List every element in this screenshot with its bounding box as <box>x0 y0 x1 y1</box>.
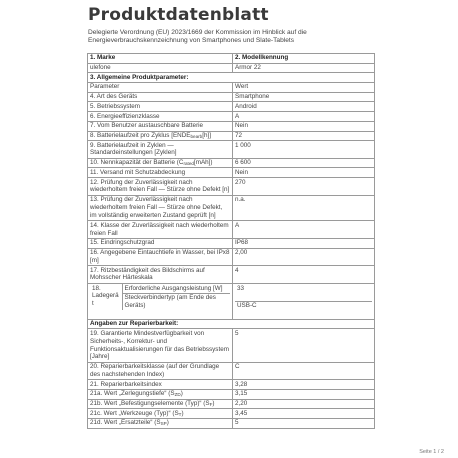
column-header-value: Wert <box>233 83 375 93</box>
table-row <box>88 131 375 141</box>
row-label: 9. Batterielaufzeit in Zyklen — Standardeinstellungen [Zyklen] <box>88 141 233 159</box>
table-row <box>88 419 375 429</box>
brand-value: ulefone <box>88 63 233 73</box>
row-value: 5 <box>233 329 375 362</box>
model-label: 2. Modellkennung <box>233 54 375 64</box>
row-label: 19. Garantierte Mindestverfügbarkeit von Sicherheits-, Korrektur- und Funktionsaktualisierungen für das Betriebssystem [Jahre] <box>88 329 233 362</box>
row-value: C <box>233 362 375 380</box>
row-value: 270 <box>233 178 375 196</box>
section-row <box>88 319 375 329</box>
charger-connector-label: Steckverbindertyp (am Ende des Geräts) <box>122 293 230 310</box>
row-label: 21a. Wert „Zerlegungstiefe“ $(S_{ZD})$ <box>88 390 233 400</box>
table-row <box>88 63 375 73</box>
table-row <box>88 141 375 159</box>
row-label: 21. Reparierbarkeitsindex <box>88 380 233 390</box>
row-label: 6. Energieeffizienzklasse <box>88 112 233 122</box>
row-label: 7. Vom Benutzer austauschbare Batterie <box>88 121 233 131</box>
table-row <box>88 102 375 112</box>
charger-values-cell <box>233 283 375 319</box>
table-row <box>88 248 375 266</box>
table-row <box>88 112 375 122</box>
table-row <box>88 121 375 131</box>
row-value: 2,20 <box>233 399 375 409</box>
row-value: 6 600 <box>233 158 375 168</box>
section-heading: 3. Allgemeine Produktparameter: <box>88 73 375 83</box>
column-header-parameter: Parameter <box>88 83 233 93</box>
charger-values <box>235 284 372 318</box>
row-value: 1 000 <box>233 141 375 159</box>
intro-text: Delegierte Verordnung (EU) 2023/1669 der Kommission im Hinblick auf die Energieverbrauchskennzeichnung von Smartphones und Slate-Tablets <box>88 29 307 45</box>
table-row <box>88 380 375 390</box>
row-value: 5 <box>233 419 375 429</box>
row-value: 3,45 <box>233 409 375 419</box>
product-data-table <box>87 53 375 429</box>
row-value: A <box>233 221 375 239</box>
table-row <box>88 221 375 239</box>
row-label: 11. Versand mit Schutzabdeckung <box>88 168 233 178</box>
row-value: A <box>233 112 375 122</box>
row-label: 12. Prüfung der Zuverlässigkeit nach wiederholtem freien Fall — Stürze ohne Defekt [n] <box>88 178 233 196</box>
table-row <box>88 390 375 400</box>
row-label: 8. Batterielaufzeit pro Zyklus $[ENDE_{bearb}[h]]$ <box>88 131 233 141</box>
row-label: 15. Eindringschutzgrad <box>88 238 233 248</box>
table-row <box>88 158 375 168</box>
table-row <box>88 54 375 64</box>
charger-connector-value: USB-C <box>235 301 372 318</box>
row-value: Smartphone <box>233 92 375 102</box>
brand-label: 1. Marke <box>88 54 233 64</box>
page-number: Seite 1 / 2 <box>419 449 444 455</box>
table-row <box>88 168 375 178</box>
row-value: Nein <box>233 121 375 131</box>
row-label: 16. Angegebene Eintauchtiefe in Wasser, bei IPx8 [m] <box>88 248 233 266</box>
section-row <box>88 73 375 83</box>
row-label: 20. Reparierbarkeitsklasse (auf der Grundlage des nachstehenden Index) <box>88 362 233 380</box>
row-value: Android <box>233 102 375 112</box>
row-label: 21d. Wert „Ersatzteile“ $(S_{SP})$ <box>88 419 233 429</box>
table-row <box>88 178 375 196</box>
table-row <box>88 266 375 284</box>
row-value: Nein <box>233 168 375 178</box>
table-row <box>88 195 375 221</box>
row-label: 10. Nennkapazität der Batterie $(C_{rated}[mAh])$ <box>88 158 233 168</box>
charger-power-label: Erforderliche Ausgangsleistung [W] <box>124 284 223 292</box>
row-label: 13. Prüfung der Zuverlässigkeit nach wiederholtem freien Fall — Stürze ohne Defekt, im vollständig erweiterten Zustand geprüft [n] <box>88 195 233 221</box>
table-row <box>88 329 375 362</box>
row-value: 2,00 <box>233 248 375 266</box>
row-label: 4. Art des Geräts <box>88 92 233 102</box>
row-label: 17. Ritzbeständigkeit des Bildschirms auf Mohsscher Härteskala <box>88 266 233 284</box>
row-value: 3,28 <box>233 380 375 390</box>
section-heading: Angaben zur Reparierbarkeit: <box>88 319 375 329</box>
row-value: IP68 <box>233 238 375 248</box>
table-row <box>88 399 375 409</box>
table-row <box>88 238 375 248</box>
charger-label: 18. Ladegerät <box>90 284 122 310</box>
row-value: 72 <box>233 131 375 141</box>
row-label: 5. Betriebssystem <box>88 102 233 112</box>
table-row <box>88 362 375 380</box>
model-value: Armor 22 <box>233 63 375 73</box>
row-label: 21c. Wert „Werkzeuge (Typ)“ $(S_T)$ <box>88 409 233 419</box>
row-value: n.a. <box>233 195 375 221</box>
row-value: 3,15 <box>233 390 375 400</box>
table-row <box>88 92 375 102</box>
row-value: 4 <box>233 266 375 284</box>
charger-power-value: 33 <box>237 284 245 292</box>
charger-row <box>88 283 375 319</box>
page-title: Produktdatenblatt <box>88 5 269 25</box>
row-label: 21b. Wert „Befestigungselemente (Typ)“ $(S_F)$ <box>88 399 233 409</box>
table-row <box>88 409 375 419</box>
row-label: 14. Klasse der Zuverlässigkeit nach wiederholtem freien Fall <box>88 221 233 239</box>
charger-subtable <box>90 284 230 310</box>
table-row <box>88 83 375 93</box>
charger-cell <box>88 283 233 319</box>
